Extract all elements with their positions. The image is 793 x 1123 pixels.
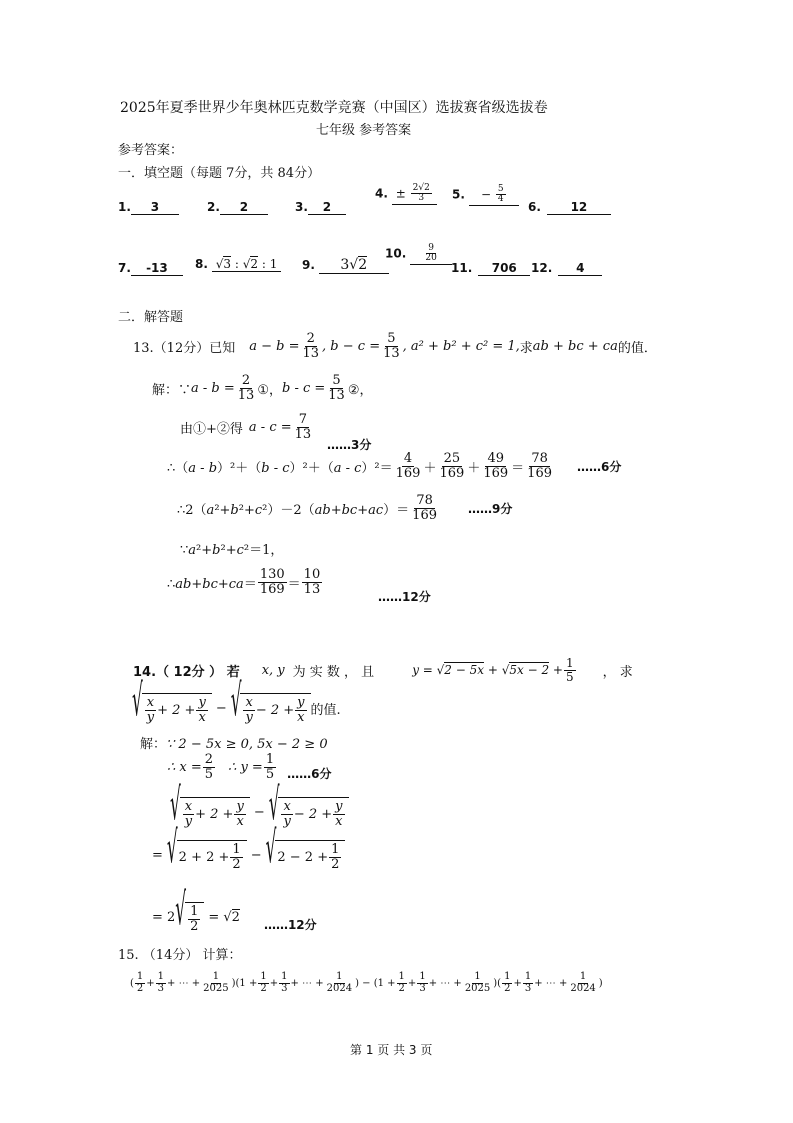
answer-number: 3. [295, 200, 308, 214]
score-6: ……6分 [287, 767, 332, 781]
solution-label: 解：∵ [152, 382, 192, 398]
answer-number: 9. [302, 258, 315, 272]
q13-step-5: ∵a²+b²+c²＝1， [180, 543, 284, 558]
q14-step-2: ∴ x = $\frac{2}{5}$ ∴ y = $\frac{1}{5}$ ……6分 [167, 752, 332, 782]
answer-3: 3. 2 [295, 200, 346, 215]
question-14: 14.（ 12分 ） 若 x, y 为 实 数 ， 且 y = √2 − 5x + √5x − 2 + $\frac{1}{5}$ ， 求 [133, 656, 633, 684]
question-13-label: 13.（12分）已知 [133, 340, 236, 356]
answer-number: 11. [451, 261, 473, 275]
page-footer: 第 1 页 共 3 页 [350, 1043, 433, 1057]
answer-number: 6. [528, 200, 541, 214]
page-subtitle: 七年级 参考答案 [316, 123, 412, 138]
section2-heading: 二．解答题 [118, 310, 184, 325]
question-15-expression: ( 1 2 + 1 3 + ⋯ + 1 2025 )(1 + 1 2 + 1 3 + ⋯ + 1 2024 ) − (1 + 1 2 + 1 3 + ⋯ + 1 2025 )( 1 2 + 1 3 + ⋯ + 1 2024 ) [130, 971, 603, 994]
question-13: 13.（12分）已知 a − b = $\frac{2}{13}$ , b − c = $\frac{5}{13}$ , a² + b² + c² = 1, 求 ab + bc + ca 的值． [133, 331, 657, 361]
question-13-ask: 求 [519, 340, 533, 356]
answer-number: 12. [531, 261, 553, 275]
q13-step-6: ∴ab+bc+ca＝ 130 169 ＝ 10 13 [167, 567, 321, 597]
question-14-expression: √ x y + 2 + y x − √ x y − 2 + y x 的值. [132, 673, 341, 726]
question-14-ask: ， 求 [602, 664, 633, 680]
section1-heading: 一．填空题（每题 7分，共 84分） [118, 166, 321, 181]
answer-4: 4. ± $\frac{2√2}{3}$ [375, 184, 437, 205]
answer-6: 6. 12 [528, 200, 611, 215]
question-13-ask2: 的值． [617, 340, 657, 356]
q14-step-5: = 2 √ 1 2 = √2 ……12分 [152, 882, 317, 935]
q13-step-3: ∴（a - b）²＋（b - c）²＋（a - c）²＝ 4 169 ＋ 25 169 ＋ 49 169 ＝ 78 169 ……6分 [167, 451, 622, 481]
answer-number: 2. [207, 200, 220, 214]
solution-label: 解： [140, 737, 167, 752]
question-14-label: 14.（ 12分 ） 若 [133, 664, 240, 680]
answer-5: 5. − $\frac{5}{4}$ [452, 185, 519, 206]
question-14-mid: 为 实 数 ， 且 [292, 664, 375, 680]
answer-10: 10. $\frac{9}{20}$ [385, 244, 452, 265]
reference-label: 参考答案： [118, 143, 184, 158]
score-3: ……3分 [327, 438, 372, 452]
question-15-label: 15. （14分） 计算： [118, 948, 242, 963]
score-12: ……12分 [263, 918, 317, 933]
score-6: ……6分 [577, 459, 622, 474]
q14-step-3: √ x y + 2 + y x − √ x y − 2 + y x [170, 797, 349, 828]
answer-1: 1. 3 [118, 200, 179, 215]
q13-step-1: 解：∵ a - b = $\frac{2}{13}$ ①， b - c = $\frac{5}{13}$ ②， [152, 373, 373, 403]
answer-9: 9. 3√2 [302, 257, 389, 274]
answer-number: 8. [195, 257, 208, 271]
score-9: ……9分 [468, 501, 513, 516]
answer-number: 5. [452, 187, 465, 202]
answer-12: 12. 4 [531, 261, 602, 276]
answer-number: 1. [118, 200, 131, 214]
q14-step-4: = √ 2 + 2 + 1 2 − √ 2 − 2 + 1 2 [152, 840, 345, 871]
score-12: ……12分 [378, 590, 431, 604]
answer-7: 7. -13 [118, 261, 183, 276]
answer-number: 10. [385, 246, 407, 261]
answer-8: 8. √3 : √2 : 1 [195, 257, 281, 272]
q13-step-2: 由①+②得 a - c = $\frac{7}{13}$ [180, 412, 312, 442]
step-label: 由①+②得 [180, 421, 243, 437]
page-title: 2025年夏季世界少年奥林匹克数学竞赛（中国区）选拔赛省级选拔卷 [120, 100, 548, 116]
q13-step-4: ∴2（a²+b²+c²）－2（ab+bc+ac）＝ 78 169 ……9分 [177, 493, 513, 523]
answer-2: 2. 2 [207, 200, 268, 215]
q14-step-1: 解：∵ 2 − 5x ≥ 0, 5x − 2 ≥ 0 [140, 737, 328, 752]
answer-11: 11. 706 [451, 261, 530, 276]
answer-number: 7. [118, 261, 131, 275]
answer-number: 4. [375, 186, 388, 201]
question-14-ask2: 的值. [310, 703, 341, 719]
